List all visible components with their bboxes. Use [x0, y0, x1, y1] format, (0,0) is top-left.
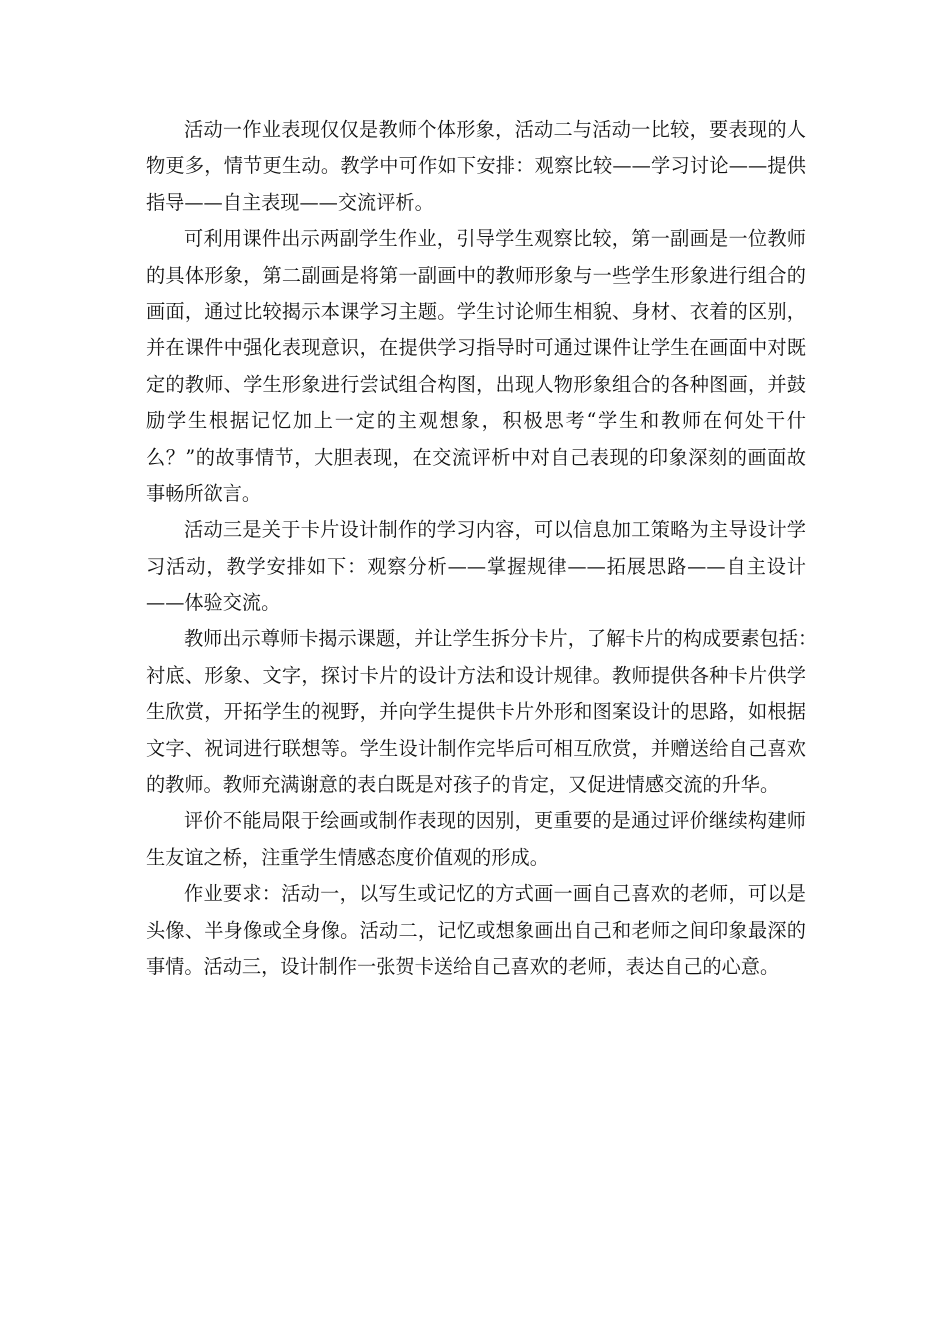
text-line: 定的教师、学生形象进行尝试组合构图，出现人物形象组合的各种图画，并鼓 — [146, 372, 806, 396]
text-line: 的教师。教师充满谢意的表白既是对孩子的肯定，又促进情感交流的升华。 — [146, 773, 780, 797]
text-line: 可利用课件出示两副学生作业，引导学生观察比较，第一副画是一位教师 — [184, 227, 806, 251]
text-line: 教师出示尊师卡揭示课题，并让学生拆分卡片，了解卡片的构成要素包括： — [184, 627, 818, 651]
text-line: 活动一作业表现仅仅是教师个体形象，活动二与活动一比较，要表现的人 — [184, 118, 806, 141]
text-line: 指导——自主表现——交流评析。 — [146, 190, 434, 214]
text-line: 么？”的故事情节，大胆表现，在交流评析中对自己表现的印象深刻的画面故 — [146, 445, 806, 469]
paragraph-2 — [146, 221, 806, 512]
text-line: 活动三是关于卡片设计制作的学习内容，可以信息加工策略为主导设计学 — [184, 518, 806, 542]
text-line: 生欣赏，开拓学生的视野，并向学生提供卡片外形和图案设计的思路，如根据 — [146, 700, 806, 724]
paragraph-5 — [146, 803, 806, 876]
document-body — [146, 112, 818, 985]
text-line: 的具体形象，第二副画是将第一副画中的教师形象与一些学生形象进行组合的 — [146, 263, 806, 287]
text-line: 事情。活动三，设计制作一张贺卡送给自己喜欢的老师，表达自己的心意。 — [146, 954, 780, 978]
text-line: 文字、祝词进行联想等。学生设计制作完毕后可相互欣赏，并赠送给自己喜欢 — [146, 736, 806, 760]
text-line: 画面，通过比较揭示本课学习主题。学生讨论师生相貌、身材、衣着的区别， — [146, 299, 806, 323]
text-line: 物更多，情节更生动。教学中可作如下安排：观察比较——学习讨论——提供 — [146, 154, 806, 178]
text-line: ——体验交流。 — [146, 591, 281, 615]
text-line: 衬底、形象、文字，探讨卡片的设计方法和设计规律。教师提供各种卡片供学 — [146, 663, 806, 687]
paragraph-6 — [146, 876, 806, 985]
text-line: 励学生根据记忆加上一定的主观想象，积极思考“学生和教师在何处干什 — [146, 409, 806, 433]
paragraph-1 — [146, 112, 806, 221]
text-line: 生友谊之桥，注重学生情感态度价值观的形成。 — [146, 845, 549, 869]
paragraph-4 — [146, 621, 818, 803]
text-line: 头像、半身像或全身像。活动二，记忆或想象画出自己和老师之间印象最深的 — [146, 918, 806, 942]
text-line: 事畅所欲言。 — [146, 481, 262, 505]
text-line: 作业要求：活动一，以写生或记忆的方式画一画自己喜欢的老师，可以是 — [184, 882, 806, 906]
text-line: 并在课件中强化表现意识，在提供学习指导时可通过课件让学生在画面中对既 — [146, 336, 806, 360]
paragraph-3 — [146, 512, 806, 621]
text-line: 评价不能局限于绘画或制作表现的因别，更重要的是通过评价继续构建师 — [184, 809, 806, 833]
text-line: 习活动，教学安排如下：观察分析——掌握规律——拓展思路——自主设计 — [146, 554, 806, 578]
